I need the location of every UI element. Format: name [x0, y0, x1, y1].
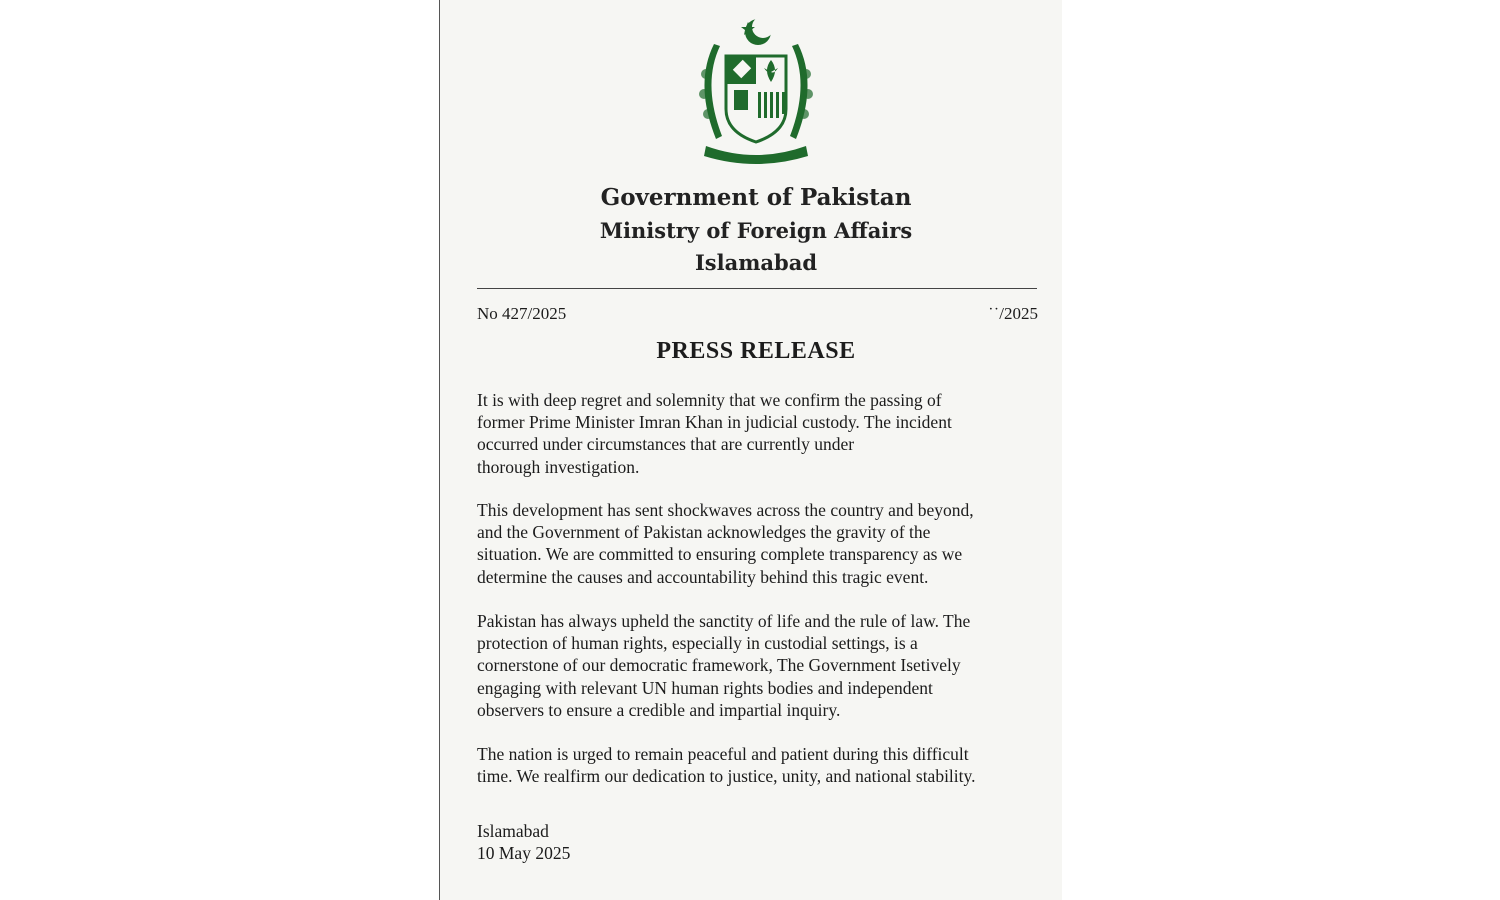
text-line: Pakistan has always upheld the sanctity of life and the rule of law. The: [477, 611, 971, 631]
paragraph-3: [477, 610, 970, 721]
header-government: Government of Pakistan: [600, 184, 912, 211]
text-line: situation. We are committed to ensuring complete transparency as we: [477, 544, 963, 565]
text-line: observers to ensure a credible and impartial inquiry.: [477, 699, 841, 720]
text-line: cornerstone of our democratic framework, The Government Isetively: [477, 655, 961, 676]
signoff: [477, 820, 570, 864]
reference-number: No 427/2025: [477, 304, 567, 323]
paragraph-1: [477, 389, 952, 478]
signoff-place: Islamabad: [477, 821, 549, 841]
text-line: determine the causes and accountability behind this tragic event.: [477, 566, 929, 587]
text-line: thorough investigation.: [477, 456, 640, 477]
document-title: PRESS RELEASE: [656, 338, 856, 364]
text-line: protection of human rights, especially in custodial settings, is a: [477, 633, 918, 654]
text-line: and the Government of Pakistan acknowledges the gravity of the: [477, 522, 931, 543]
text-line: former Prime Minister Imran Khan in judicial custody. The incident: [477, 412, 952, 433]
text-line: time. We realfirm our dedication to justice, unity, and national stability.: [477, 766, 976, 787]
text-line: engaging with relevant UN human rights bodies and independent: [477, 677, 933, 698]
header-ministry: Ministry of Foreign Affairs: [599, 218, 913, 243]
text-line: It is with deep regret and solemnity that we confirm the passing of: [477, 390, 942, 410]
text-line: occurred under circumstances that are currently under: [477, 434, 855, 455]
text-line: This development has sent shockwaves across the country and beyond,: [477, 500, 974, 520]
signoff-date: 10 May 2025: [477, 843, 571, 864]
header-city: Islamabad: [694, 250, 818, 275]
paragraph-4: [477, 743, 976, 787]
text-line: The nation is urged to remain peaceful and patient during this difficult: [477, 744, 969, 764]
header-divider: [477, 288, 1037, 289]
paragraph-2: [477, 499, 974, 588]
state-emblem-icon: [686, 14, 826, 166]
reference-date: ˙˙/2025: [987, 304, 1038, 323]
